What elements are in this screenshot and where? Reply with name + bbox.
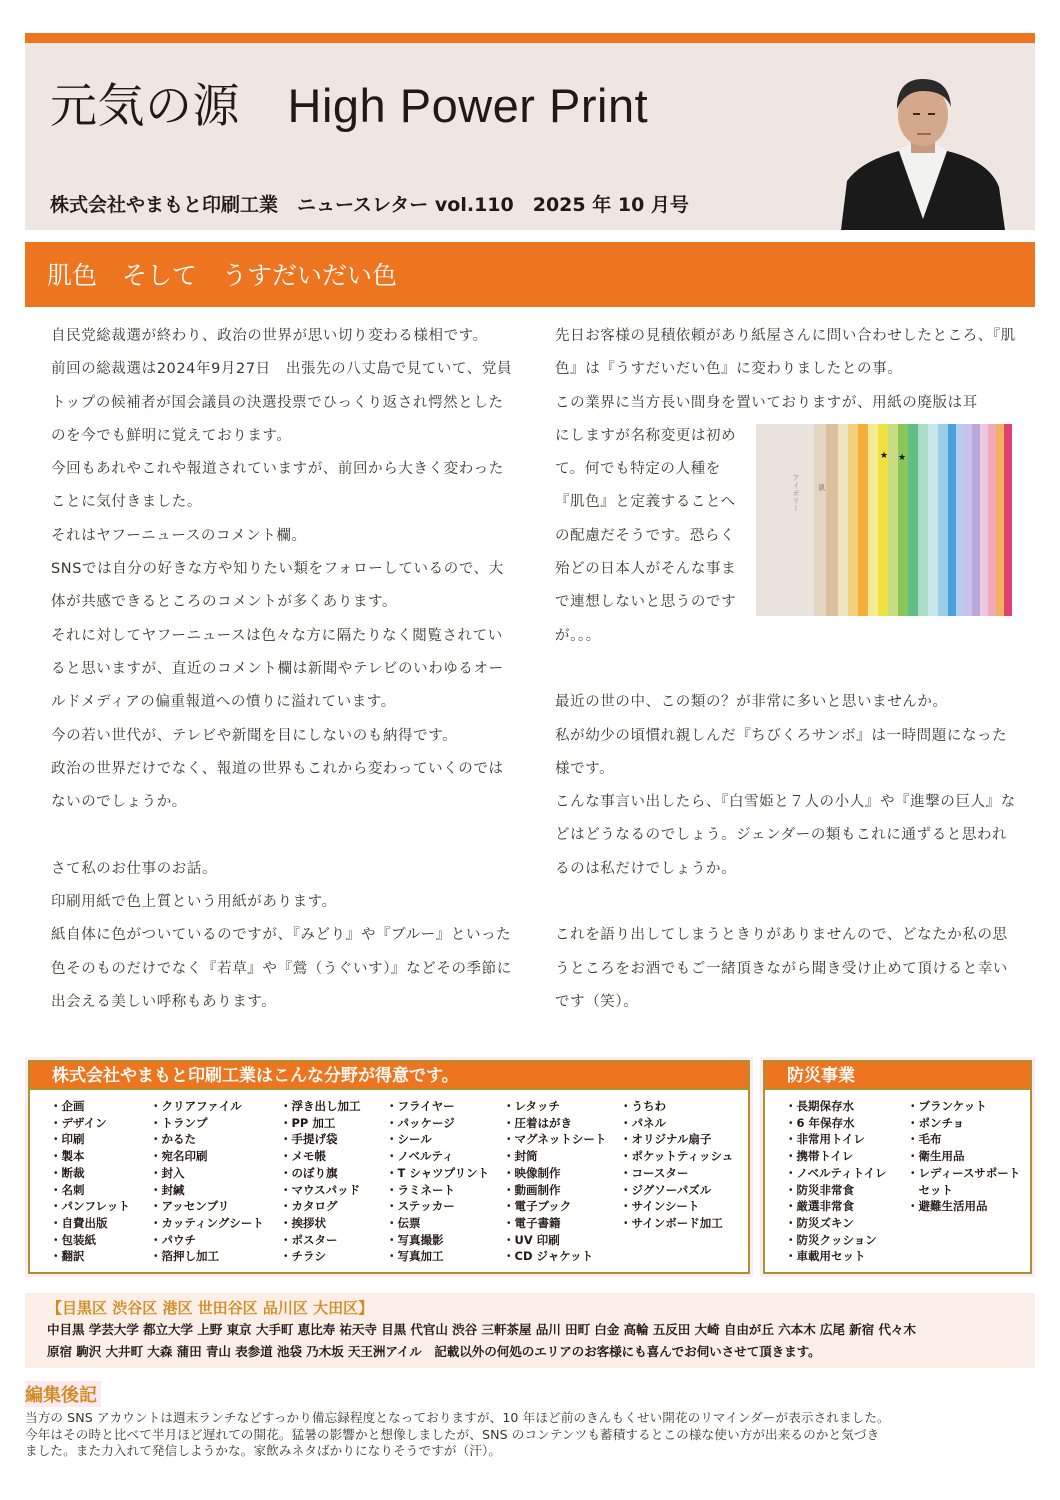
article-headline: 肌色 そして うすだいだい色 [47,261,398,290]
list-item: ・長期保存水 [785,1099,854,1113]
list-item: ・フライヤー [386,1099,455,1113]
services-list-6 [620,1098,740,1265]
list-item: ・サインシート [620,1199,700,1214]
list-item: ・マウスパッド [280,1182,361,1197]
svg-text:肌: 肌 [818,483,826,492]
list-item: ・パッケージ [386,1115,455,1130]
list-item: ・ジグソーパズル [620,1182,712,1197]
paragraph: それに対してヤフーニュースは色々な方に隔たりなく閲覧されていると思いますが、直近のコメント欄は新聞やテレビのいわゆるオールドメディアの偏重報道への憤りに溢れています。 [51,627,504,711]
paragraph: これを語り出してしまうときりがありませんので、どなたか私の思うところをお酒でもご一緒頂きながら聞き受け止めて頂けると幸いです（笑）。 [555,927,1008,1010]
paragraph: 紙自体に色がついているのですが、『みどり』や『ブルー』といった色そのものだけでなく『若草』や『鶯（うぐいす）』などその季節に出会える美しい呼称もあります。 [51,927,512,1010]
list-item: ・レディースサポート [907,1165,1021,1180]
list-item: ・ブランケット [907,1099,987,1113]
list-item: ・製本 [50,1149,85,1164]
list-item: ・宛名印刷 [150,1149,208,1164]
list-item: ・毛布 [907,1132,942,1147]
list-item: ・サインボード加工 [620,1215,723,1230]
list-item: ・のぼり旗 [280,1165,338,1180]
paragraph: 自民党総裁選が終わり、政治の世界が思い切り変わる様相です。 [51,328,488,344]
list-item: ・デザイン [50,1115,107,1130]
paragraph: 最近の世の中、この類の？が非常に多いと思いませんか。 [555,694,948,711]
paragraph-spacer [555,886,1020,919]
list-item: ・かるた [150,1132,196,1147]
service-area-heading: 【目黒区 渋谷区 港区 世田谷区 品川区 大田区】 [47,1299,374,1317]
paragraph: 政治の世界だけでなく、報道の世界もこれから変わっていくのではないのでしょうか。 [51,760,504,811]
service-area-line: 原宿 駒沢 大井町 大森 蒲田 青山 表参道 池袋 乃木坂 天王洲アイル 記載以外の何処のエリアのお客様にも喜んでお伺いさせて頂きます。 [47,1344,821,1359]
afterword-line: 当方の SNS アカウントは週末ランチなどすっかり備忘録程度となっておりますが、10 年ほど前のきんもくせい開花のリマインダーが表示されました。 [25,1410,890,1425]
wrapped-paragraph: にしますが名称変更は初めて。何でも特定の人種を『肌色』と定義することへの配慮だそうです。恐らく殆どの日本人がそんな事まで連想しないと思うのですが。。。 [555,427,737,644]
list-item: ・携帯トイレ [785,1149,854,1164]
paragraph: 今の若い世代が、テレビや新聞を目にしないのも納得です。 [51,727,458,744]
masthead [25,43,1035,230]
newsletter-issue: 株式会社やまもと印刷工業 ニュースレター vol.110 2025 年 10 月号 [50,194,689,216]
list-item: ・厳選非常食 [785,1199,854,1214]
afterword-line: 今年はその時と比べて半月ほど遅れての開花。猛暑の影響かと想像しましたが、SNS のコンテンツも蓄積するとこの様な使い方が出来るのかと気づき [25,1426,880,1442]
list-item: ・ポンチョ [907,1115,965,1130]
list-item: ・レタッチ [503,1099,561,1113]
list-item: セット [907,1182,953,1197]
paragraph: この業界に当方長い間身を置いておりますが、用紙の廃版は耳 [555,394,978,411]
list-item: ・自費出版 [50,1215,108,1230]
list-item: ・コースター [620,1165,689,1180]
paragraph: さて私のお仕事のお話。 [51,860,218,877]
paragraph: 印刷用紙で色上質という用紙があります。 [51,894,337,911]
list-item: ・ポスター [280,1232,338,1247]
list-item: ・マグネットシート [503,1132,607,1147]
afterword-line: ました。また力入れて発信しようかな。家飲みネタばかりになりそうですが（汗）。 [25,1443,502,1459]
list-item: ・ラミネート [386,1182,455,1197]
list-item: ・浮き出し加工 [280,1099,361,1113]
list-item: ・電子書籍 [503,1215,561,1230]
list-item: ・挨拶状 [280,1215,326,1230]
list-item: ・封入 [150,1165,185,1180]
services-list-5 [503,1098,620,1265]
list-item: ・6 年保存水 [785,1115,855,1130]
list-item: ・ノベルティトイレ [785,1165,887,1180]
services-box [25,1057,753,1277]
bosai-list-2 [907,1098,1027,1265]
service-area-line: 中目黒 学芸大学 都立大学 上野 東京 大手町 恵比寿 祐天寺 目黒 代官山 渋谷 三軒茶屋 品川 田町 白金 高輪 五反田 大崎 自由が丘 六本木 広尾 新宿 代々木 [47,1322,916,1337]
list-item: ・衛生用品 [907,1149,965,1164]
author-portrait [841,69,1005,230]
paragraph: それはヤフーニュースのコメント欄。 [51,527,307,544]
bosai-list-1 [785,1098,907,1265]
svg-text:★: ★ [898,452,907,463]
list-item: ・手提げ袋 [280,1132,338,1147]
list-item: ・防災非常食 [785,1182,854,1197]
services-list-1 [50,1098,150,1265]
list-item: ・PP 加工 [280,1115,336,1130]
list-item: ・翻訳 [50,1249,85,1264]
list-item: ・ステッカー [386,1199,455,1214]
disaster-prevention-box [760,1057,1035,1277]
list-item: ・アッセンブリ [150,1199,230,1214]
list-item: ・写真加工 [386,1249,444,1264]
list-item: ・封筒 [503,1149,538,1164]
list-item: ・動画制作 [503,1182,561,1197]
list-item: ・ポケットティッシュ [620,1149,734,1164]
service-area-panel [25,1293,1035,1368]
list-item: ・伝票 [386,1215,421,1230]
top-accent-bar [25,33,1035,43]
list-item: ・シール [386,1132,432,1147]
list-item: ・写真撮影 [386,1232,444,1247]
services-list-2 [150,1098,280,1265]
list-item: ・パンフレット [50,1199,130,1214]
paragraph: 私が幼少の頃慣れ親しんだ『ちびくろサンボ』は一時問題になった様です。 [555,727,1008,777]
services-list-3 [280,1098,386,1265]
article-headline-bar [25,242,1035,307]
afterword-text [25,1410,1040,1460]
list-item: ・映像制作 [503,1165,561,1180]
list-item: ・カタログ [280,1199,338,1214]
list-item: ・電子ブック [503,1199,572,1214]
list-item: ・企画 [50,1099,85,1113]
list-item: ・チラシ [280,1249,326,1264]
paragraph: 今回もあれやこれや報道されていますが、前回から大きく変わったことに気付きました。 [51,461,504,511]
services-list-4 [386,1098,503,1265]
list-item: ・印刷 [50,1132,85,1147]
svg-text:アイボリー: アイボリー [792,473,800,512]
list-item: ・圧着はがき [503,1115,572,1130]
list-item: ・メモ帳 [280,1149,326,1164]
list-item: ・断裁 [50,1165,85,1180]
list-item: ・オリジナル扇子 [620,1132,712,1147]
list-item: ・包装紙 [50,1232,96,1247]
list-item: ・T シャツプリント [386,1165,490,1180]
services-title: 株式会社やまもと印刷工業はこんな分野が得意です。 [30,1062,748,1090]
article-right-column [555,320,1020,1019]
paragraph: SNSでは自分の好きな方や知りたい類をフォローしているので、大体が共感できるところのコメントが多くあります。 [51,561,504,611]
afterword-title: 編集後記 [25,1381,101,1407]
list-item: ・名刺 [50,1182,85,1197]
paragraph: こんな事言い出したら、『白雪姫と７人の小人』や『進撃の巨人』などはどうなるのでしょう。ジェンダーの類もこれに通ずると思われるのは私だけでしょうか。 [555,794,1016,877]
list-item: ・パウチ [150,1232,196,1247]
list-item: ・ノベルティ [386,1149,454,1164]
list-item: ・防災クッション [785,1232,877,1247]
svg-text:★: ★ [880,450,889,461]
list-item: ・カッティングシート [150,1215,264,1230]
list-item: ・封緘 [150,1182,185,1197]
paragraph-spacer [555,653,1020,686]
list-item: ・非常用トイレ [785,1132,865,1147]
list-item: ・UV 印刷 [503,1232,560,1247]
list-item: ・防災ズキン [785,1215,854,1230]
list-item: ・うちわ [620,1099,666,1113]
list-item: ・車載用セット [785,1249,866,1264]
paragraph: 前回の総裁選は2024年9月27日 出張先の八丈島で見ていて、党員トップの候補者が国会議員の決選投票でひっくり返され愕然としたのを今でも鮮明に覚えております。 [51,361,513,444]
paragraph-spacer [51,819,516,852]
list-item: ・トランプ [150,1115,208,1130]
colored-paper-photo [756,424,1012,616]
disaster-prevention-title: 防災事業 [765,1062,1030,1090]
list-item: ・クリアファイル [150,1099,242,1113]
list-item: ・箔押し加工 [150,1249,219,1264]
newsletter-title: 元気の源 High Power Print [50,79,649,132]
article-left-column [51,320,516,1019]
list-item: ・パネル [620,1115,666,1130]
list-item: ・CD ジャケット [503,1249,594,1264]
list-item: ・避難生活用品 [907,1199,988,1214]
paragraph: 先日お客様の見積依頼があり紙屋さんに問い合わせしたところ、『肌色』は『うすだいだい色』に変わりましたとの事。 [555,328,1016,378]
